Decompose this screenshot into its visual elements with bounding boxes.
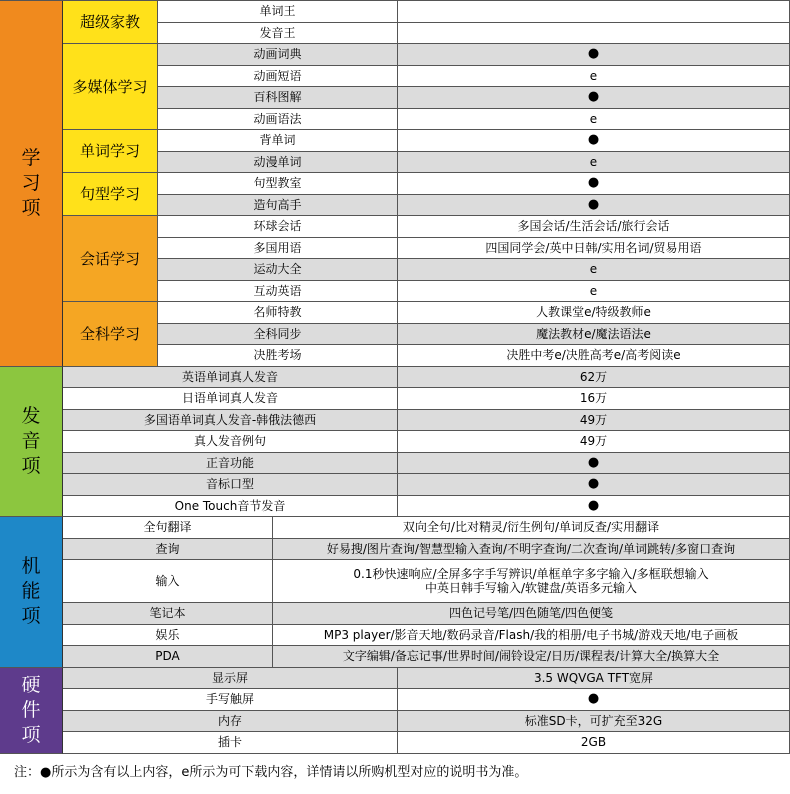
- section-functions: 机 能 项: [0, 517, 63, 668]
- item-value: 文字编辑/备忘记事/世界时间/闹铃设定/日历/课程表/计算大全/换算大全: [273, 646, 790, 668]
- item-value: MP3 player/影音天地/数码录音/Flash/我的相册/电子书城/游戏天地/电子画板: [273, 625, 790, 647]
- item-value: e: [398, 152, 790, 174]
- item-value: ●: [398, 173, 790, 195]
- item-value: 决胜中考e/决胜高考e/高考阅读e: [398, 345, 790, 367]
- section-hardware: 硬 件 项: [0, 668, 63, 754]
- item-label: 环球会话: [158, 216, 398, 238]
- item-label: 日语单词真人发音: [63, 388, 398, 410]
- item-value: e: [398, 259, 790, 281]
- item-label: 决胜考场: [158, 345, 398, 367]
- item-label: 内存: [63, 711, 398, 733]
- item-label: 英语单词真人发音: [63, 367, 398, 389]
- item-label: 手写触屏: [63, 689, 398, 711]
- item-label: 真人发音例句: [63, 431, 398, 453]
- item-label: 动画语法: [158, 109, 398, 131]
- item-label: One Touch音节发音: [63, 496, 398, 518]
- item-label: 显示屏: [63, 668, 398, 690]
- item-value: e: [398, 66, 790, 88]
- item-value: ●: [398, 87, 790, 109]
- item-label: 百科图解: [158, 87, 398, 109]
- item-value: ●: [398, 453, 790, 475]
- item-value: 好易搜/图片查询/智慧型输入查询/不明字查询/二次查询/单词跳转/多窗口查询: [273, 539, 790, 561]
- item-label: 多国语单词真人发音-韩俄法德西: [63, 410, 398, 432]
- item-label: 动漫单词: [158, 152, 398, 174]
- item-label: 句型教室: [158, 173, 398, 195]
- item-value: ●: [398, 130, 790, 152]
- item-label: 背单词: [158, 130, 398, 152]
- group-label: 超级家教: [63, 1, 158, 44]
- group-label: 会话学习: [63, 216, 158, 302]
- item-label: 插卡: [63, 732, 398, 754]
- item-label: 运动大全: [158, 259, 398, 281]
- item-value: e: [398, 109, 790, 131]
- item-value: 62万: [398, 367, 790, 389]
- item-value: 2GB: [398, 732, 790, 754]
- group-label: 全科学习: [63, 302, 158, 367]
- item-value: 49万: [398, 431, 790, 453]
- section-pronunciation: 发 音 项: [0, 367, 63, 518]
- item-label: 名师特教: [158, 302, 398, 324]
- item-value: 双向全句/比对精灵/衍生例句/单词反查/实用翻译: [273, 517, 790, 539]
- item-label: 音标口型: [63, 474, 398, 496]
- item-label: 造句高手: [158, 195, 398, 217]
- item-value: 魔法教材e/魔法语法e: [398, 324, 790, 346]
- item-value: ●: [398, 496, 790, 518]
- item-label: 发音王: [158, 23, 398, 45]
- item-label: 查询: [63, 539, 273, 561]
- item-value: [398, 1, 790, 23]
- item-value: 标准SD卡，可扩充至32G: [398, 711, 790, 733]
- item-label: PDA: [63, 646, 273, 668]
- item-label: 输入: [63, 560, 273, 603]
- item-label: 笔记本: [63, 603, 273, 625]
- footnote: 注：●所示为含有以上内容，e所示为可下载内容，详情请以所购机型对应的说明书为准。: [14, 765, 528, 780]
- item-value: ●: [398, 689, 790, 711]
- item-value: 49万: [398, 410, 790, 432]
- group-label: 多媒体学习: [63, 44, 158, 130]
- item-value: ●: [398, 195, 790, 217]
- item-value: 多国会话/生活会话/旅行会话: [398, 216, 790, 238]
- item-value: 四国同学会/英中日韩/实用名词/贸易用语: [398, 238, 790, 260]
- item-value: ●: [398, 44, 790, 66]
- item-label: 全科同步: [158, 324, 398, 346]
- item-label: 正音功能: [63, 453, 398, 475]
- item-value: e: [398, 281, 790, 303]
- item-value: [398, 23, 790, 45]
- item-value: 四色记号笔/四色随笔/四色便笺: [273, 603, 790, 625]
- item-value: 3.5 WQVGA TFT宽屏: [398, 668, 790, 690]
- item-label: 动画短语: [158, 66, 398, 88]
- item-label: 动画词典: [158, 44, 398, 66]
- item-value: 0.1秒快速响应/全屏多字手写辨识/单框单字多字输入/多框联想输入 中英日韩手写输入/软键盘/英语多元输入: [273, 560, 790, 603]
- item-label: 互动英语: [158, 281, 398, 303]
- group-label: 单词学习: [63, 130, 158, 173]
- item-label: 单词王: [158, 1, 398, 23]
- item-value: 16万: [398, 388, 790, 410]
- item-label: 娱乐: [63, 625, 273, 647]
- item-value: ●: [398, 474, 790, 496]
- item-label: 多国用语: [158, 238, 398, 260]
- item-label: 全句翻译: [63, 517, 273, 539]
- section-learning: 学 习 项: [0, 1, 63, 367]
- item-value: 人教课堂e/特级教师e: [398, 302, 790, 324]
- group-label: 句型学习: [63, 173, 158, 216]
